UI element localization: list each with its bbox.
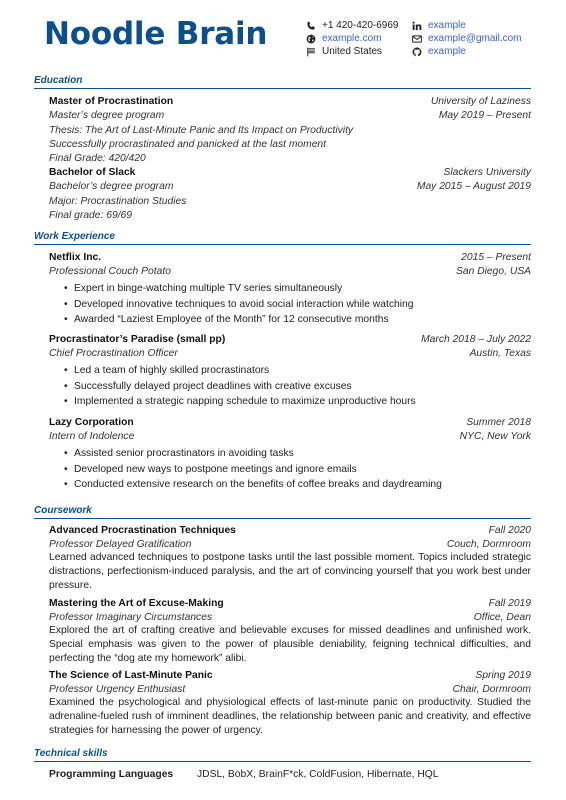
institution: Slackers University	[443, 167, 531, 178]
linkedin-icon	[412, 21, 422, 31]
education-detail: Final Grade: 420/420	[49, 152, 146, 164]
degree-program: Master’s degree program	[49, 109, 165, 121]
course-entry	[49, 524, 531, 592]
skill-values: JDSL, BobX, BrainF*ck, ColdFusion, Hibernate, HQL	[197, 769, 439, 780]
work-dates: Summer 2018	[466, 417, 531, 428]
work-entry	[49, 333, 531, 409]
education-detail: Major: Procrastination Studies	[49, 196, 187, 208]
course-description: Learned advanced techniques to postpone tasks until the last possible moment. Topics included strategic distractions, perfectionism-induced paralysis, and the art of convincing yourself that you work best under pressure.	[49, 552, 531, 591]
degree-program: Bachelor’s degree program	[49, 180, 174, 192]
phone-icon	[306, 21, 316, 31]
linkedin-link[interactable]: example	[428, 20, 466, 31]
company-name: Netflix Inc.	[49, 252, 102, 263]
contact-website[interactable]	[306, 32, 398, 45]
company-name: Procrastinator’s Paradise (small pp)	[49, 334, 226, 345]
contact-column-left	[306, 19, 398, 58]
location-text: United States	[322, 46, 383, 57]
work-bullets	[49, 281, 531, 327]
course-title: Advanced Procrastination Techniques	[49, 525, 236, 536]
education-detail: Successfully procrastinated and panicked at the last moment	[49, 139, 327, 151]
contact-phone	[306, 19, 398, 32]
list-item: • Assisted senior procrastinators in avoiding tasks	[64, 446, 531, 461]
skills-row	[49, 768, 531, 782]
contact-github[interactable]	[412, 45, 522, 58]
list-item: • Awarded “Laziest Employee of the Month” for 12 consecutive months	[64, 312, 531, 327]
course-place: Office, Dean	[473, 611, 531, 623]
course-place: Couch, Dormroom	[446, 538, 531, 550]
job-role: Intern of Indolence	[49, 430, 135, 442]
institution: University of Laziness	[430, 96, 531, 107]
work-section	[34, 230, 531, 245]
work-location: Austin, Texas	[469, 347, 531, 359]
section-title-coursework: Coursework	[34, 504, 531, 519]
course-term: Spring 2019	[475, 670, 531, 681]
work-dates: 2015 – Present	[461, 252, 531, 263]
flag-icon	[306, 47, 316, 57]
list-item: • Successfully delayed project deadlines with creative excuses	[64, 379, 531, 394]
skills-section	[34, 747, 531, 762]
contact-linkedin[interactable]	[412, 19, 522, 32]
contact-column-right	[412, 19, 522, 58]
work-bullets	[49, 446, 531, 492]
education-entry	[49, 166, 531, 223]
education-detail: Final grade: 69/69	[49, 210, 133, 222]
course-place: Chair, Dormroom	[452, 683, 531, 695]
list-item: • Developed innovative techniques to avoid social interaction while watching	[64, 297, 531, 312]
course-description: Examined the psychological and physiological effects of last-minute panic on productivity. Studied the adrenaline-fueled rush of imminent deadlines, the relationship between panic and creativity, and effective strategies for harnessing the power of urgency.	[49, 697, 531, 736]
email-link[interactable]: example@gmail.com	[428, 33, 522, 44]
github-icon	[412, 47, 422, 57]
course-term: Fall 2020	[488, 525, 531, 536]
section-title-education: Education	[34, 74, 531, 89]
work-dates: March 2018 – July 2022	[421, 334, 531, 345]
coursework-section	[34, 504, 531, 519]
course-entry	[49, 669, 531, 737]
website-link[interactable]: example.com	[322, 33, 382, 44]
course-description: Explored the art of crafting creative and believable excuses for missed deadlines and unfinished work. Special emphasis was given to the power of plausible deniability, feigning technical difficulties, and perfecting the “dog ate my homework” alibi.	[49, 625, 531, 664]
work-entry	[49, 251, 531, 327]
contact-location	[306, 45, 398, 58]
section-title-work: Work Experience	[34, 230, 531, 245]
list-item: • Developed new ways to postpone meetings and ignore emails	[64, 462, 531, 477]
section-title-skills: Technical skills	[34, 747, 531, 762]
degree-title: Bachelor of Slack	[49, 167, 136, 178]
company-name: Lazy Corporation	[49, 417, 134, 428]
job-role: Chief Procrastination Officer	[49, 347, 178, 359]
globe-icon	[306, 34, 316, 44]
list-item: • Led a team of highly skilled procrastinators	[64, 363, 531, 378]
github-link[interactable]: example	[428, 46, 466, 57]
contact-email[interactable]	[412, 32, 522, 45]
course-title: Mastering the Art of Excuse-Making	[49, 598, 224, 609]
degree-title: Master of Procrastination	[49, 96, 174, 107]
education-dates: May 2019 – Present	[438, 109, 531, 121]
list-item: • Expert in binge-watching multiple TV series simultaneously	[64, 281, 531, 296]
course-entry	[49, 597, 531, 665]
job-role: Professional Couch Potato	[49, 265, 171, 277]
education-section	[34, 74, 531, 89]
education-dates: May 2015 – August 2019	[416, 180, 531, 192]
work-location: San Diego, USA	[456, 265, 531, 277]
list-item: • Conducted extensive research on the benefits of coffee breaks and daydreaming	[64, 477, 531, 492]
skill-category: Programming Languages	[49, 769, 174, 780]
education-entry	[49, 95, 531, 166]
work-bullets	[49, 363, 531, 409]
resume-name: Noodle Brain	[44, 16, 268, 52]
work-location: NYC, New York	[459, 430, 531, 442]
list-item: • Implemented a strategic napping schedule to maximize unproductive hours	[64, 394, 531, 409]
course-term: Fall 2019	[488, 598, 531, 609]
course-title: The Science of Last-Minute Panic	[49, 670, 213, 681]
course-professor: Professor Delayed Gratification	[49, 538, 192, 550]
phone-text: +1 420-420-6969	[322, 20, 399, 31]
mail-icon	[412, 34, 422, 44]
education-detail: Thesis: The Art of Last-Minute Panic and Its Impact on Productivity	[49, 125, 354, 137]
course-professor: Professor Urgency Enthusiast	[49, 683, 186, 695]
work-entry	[49, 416, 531, 492]
course-professor: Professor Imaginary Circumstances	[49, 611, 213, 623]
